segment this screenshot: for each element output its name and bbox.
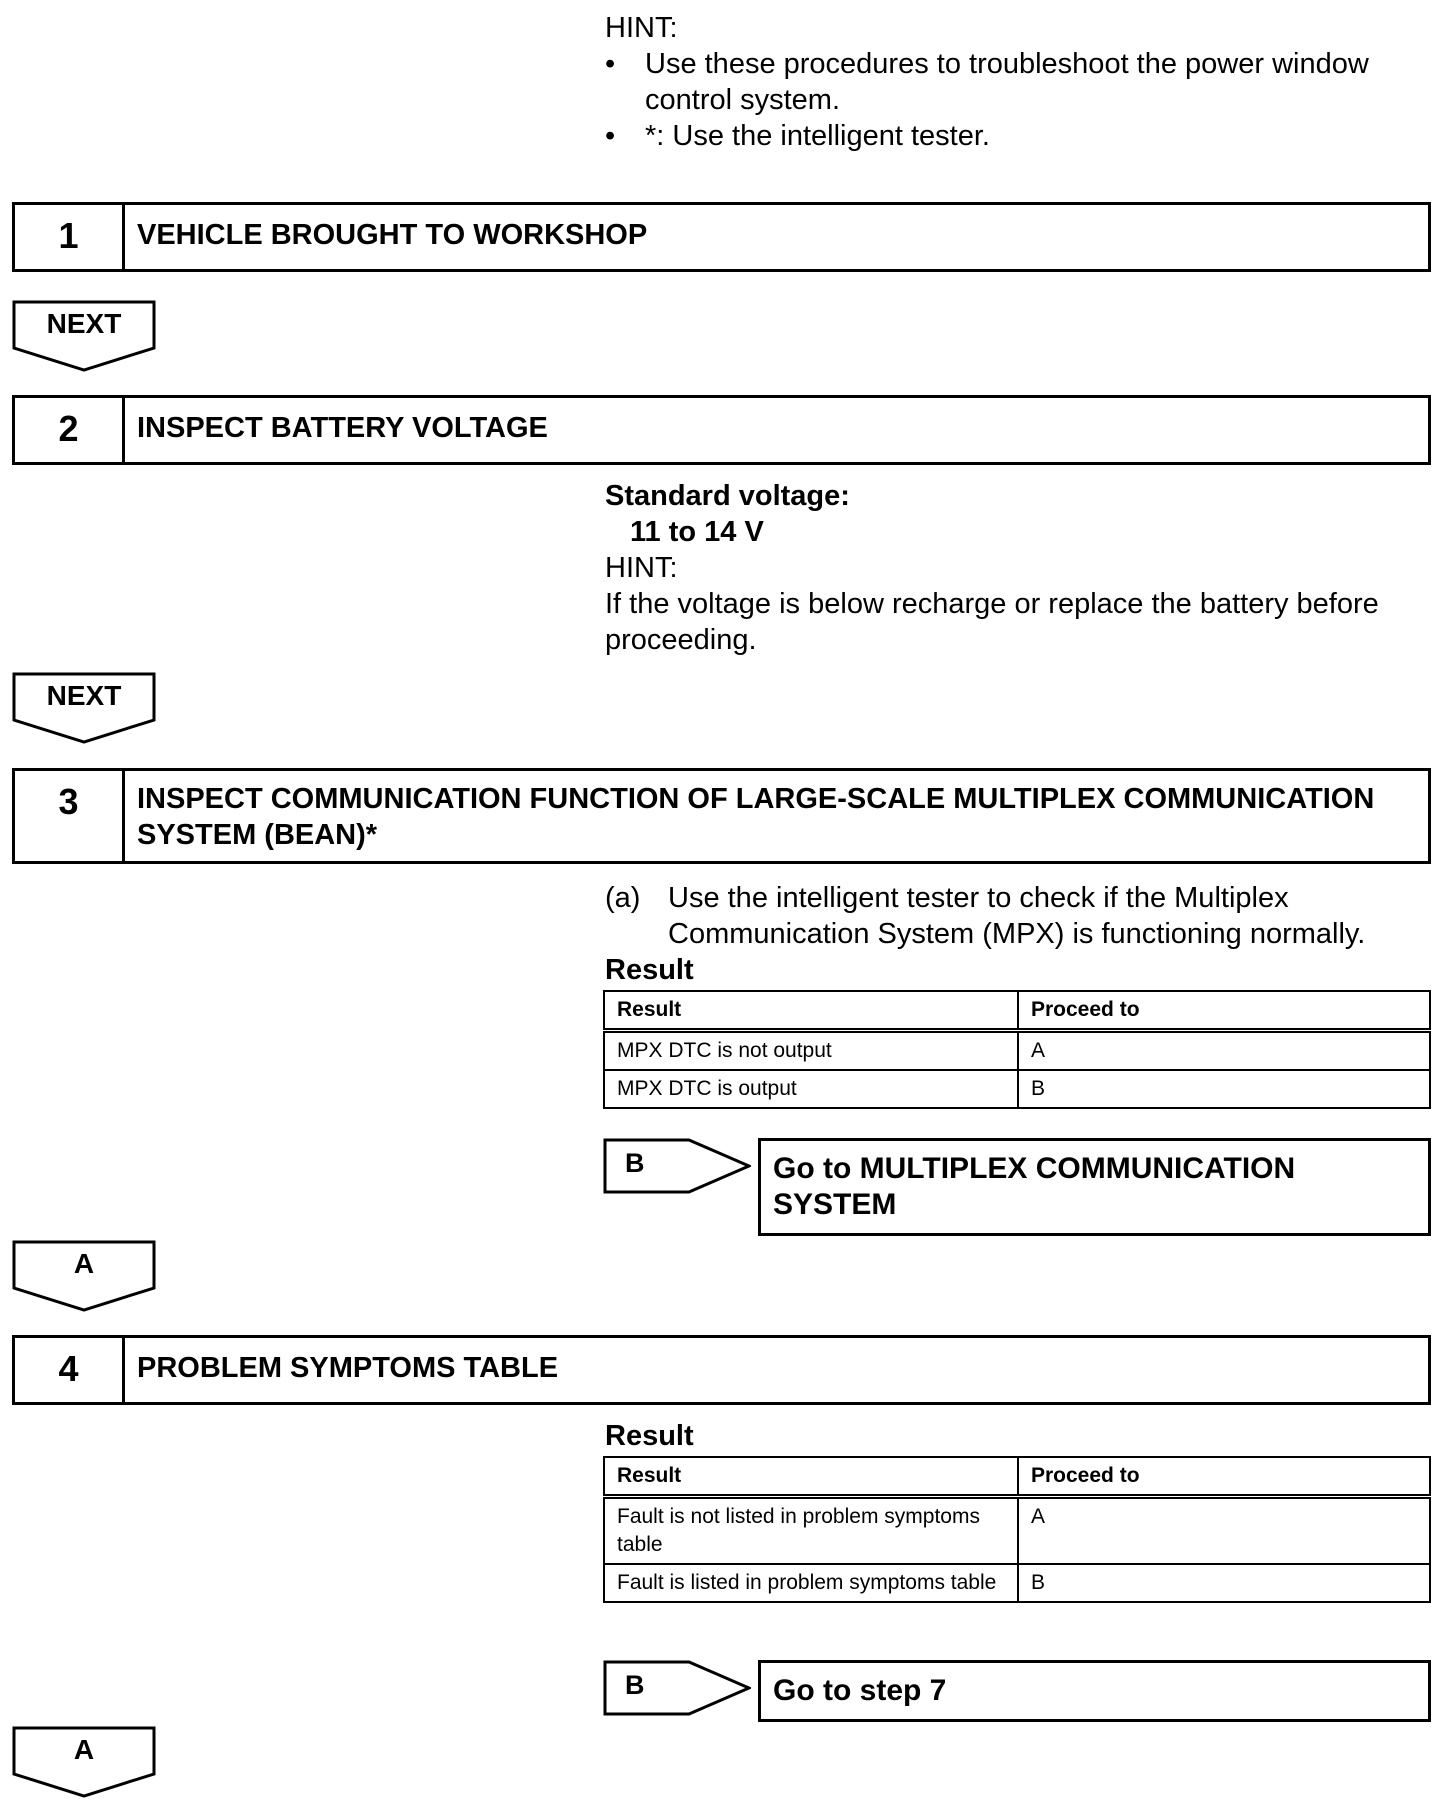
step-1-number: 1 xyxy=(15,205,125,269)
step-4-title: PROBLEM SYMPTOMS TABLE xyxy=(137,1352,559,1384)
table-cell-result: Fault is listed in problem symptoms table xyxy=(604,1564,1018,1602)
next-chevron-1[interactable] xyxy=(12,300,156,377)
table-header-result: Result xyxy=(604,1457,1018,1497)
intro-bullet-1-text: Use these procedures to troubleshoot the power window control system. xyxy=(645,48,1369,116)
table-cell-proceed: B xyxy=(1018,1070,1430,1108)
step-2-title: INSPECT BATTERY VOLTAGE xyxy=(137,412,548,444)
table-row xyxy=(604,1031,1430,1071)
step-3-goto-text: Go to MULTIPLEX COMMUNICATION SYSTEM xyxy=(773,1152,1296,1221)
table-header-proceed: Proceed to xyxy=(1018,1457,1430,1497)
step-3-result-table xyxy=(603,990,1431,1109)
next-label-2: NEXT xyxy=(46,680,122,711)
table-row xyxy=(604,1564,1430,1602)
step-3-instruction-marker: (a) xyxy=(605,882,641,914)
step-4-result-label: Result xyxy=(605,1420,694,1452)
bullet-dot-icon: • xyxy=(605,48,616,80)
intro-bullet-1 xyxy=(605,46,1445,118)
standard-voltage-label: Standard voltage: xyxy=(605,480,850,512)
table-row xyxy=(604,1070,1430,1108)
step-3-number: 3 xyxy=(15,771,125,861)
table-cell-result: Fault is not listed in problem symptoms table xyxy=(604,1497,1018,1565)
intro-hint-label: HINT: xyxy=(605,12,678,44)
table-cell-proceed: A xyxy=(1018,1031,1430,1071)
table-header-proceed: Proceed to xyxy=(1018,991,1430,1031)
table-cell-result: MPX DTC is output xyxy=(604,1070,1018,1108)
a-chevron-2[interactable] xyxy=(12,1726,156,1803)
table-header-result: Result xyxy=(604,991,1018,1031)
standard-voltage-value: 11 to 14 V xyxy=(630,516,764,548)
next-chevron-2[interactable] xyxy=(12,672,156,749)
table-row xyxy=(604,1497,1430,1565)
step-3-goto-box[interactable] xyxy=(758,1138,1431,1236)
step-4-header xyxy=(12,1335,1431,1405)
step-4-b-label: B xyxy=(625,1670,645,1700)
step-2-hint-label: HINT: xyxy=(605,552,678,584)
intro-bullet-2 xyxy=(605,118,1445,154)
step-4-number: 4 xyxy=(15,1338,125,1402)
step-4-goto-text: Go to step 7 xyxy=(773,1674,947,1707)
step-4-goto-box[interactable] xyxy=(758,1660,1431,1722)
bullet-dot-icon: • xyxy=(605,120,616,152)
step-4-result-table xyxy=(603,1456,1431,1603)
table-header-row xyxy=(604,1457,1430,1497)
step-3-b-arrow[interactable] xyxy=(603,1138,751,1199)
step-2-number: 2 xyxy=(15,398,125,462)
table-cell-proceed: A xyxy=(1018,1497,1430,1565)
a-chevron-1[interactable] xyxy=(12,1240,156,1317)
step-2-header xyxy=(12,395,1431,465)
step-3-result-label: Result xyxy=(605,954,694,986)
step-3-b-label: B xyxy=(625,1148,645,1178)
step-2-hint-text: If the voltage is below recharge or replace the battery before proceeding. xyxy=(605,588,1379,656)
table-cell-proceed: B xyxy=(1018,1564,1430,1602)
a-label-2: A xyxy=(73,1734,95,1765)
a-label-1: A xyxy=(73,1248,95,1279)
step-3-header xyxy=(12,768,1431,864)
table-header-row xyxy=(604,991,1430,1031)
next-label-1: NEXT xyxy=(46,308,122,339)
table-cell-result: MPX DTC is not output xyxy=(604,1031,1018,1071)
intro-bullet-2-text: *: Use the intelligent tester. xyxy=(645,120,990,152)
step-4-b-arrow[interactable] xyxy=(603,1660,751,1721)
step-3-title: INSPECT COMMUNICATION FUNCTION OF LARGE-SCALE MULTIPLEX COMMUNICATION SYSTEM (BEAN)* xyxy=(137,783,1375,851)
step-1-title: VEHICLE BROUGHT TO WORKSHOP xyxy=(137,219,648,251)
step-1-header xyxy=(12,202,1431,272)
step-3-instruction-text: Use the intelligent tester to check if the Multiplex Communication System (MPX) is functioning normally. xyxy=(668,882,1366,950)
